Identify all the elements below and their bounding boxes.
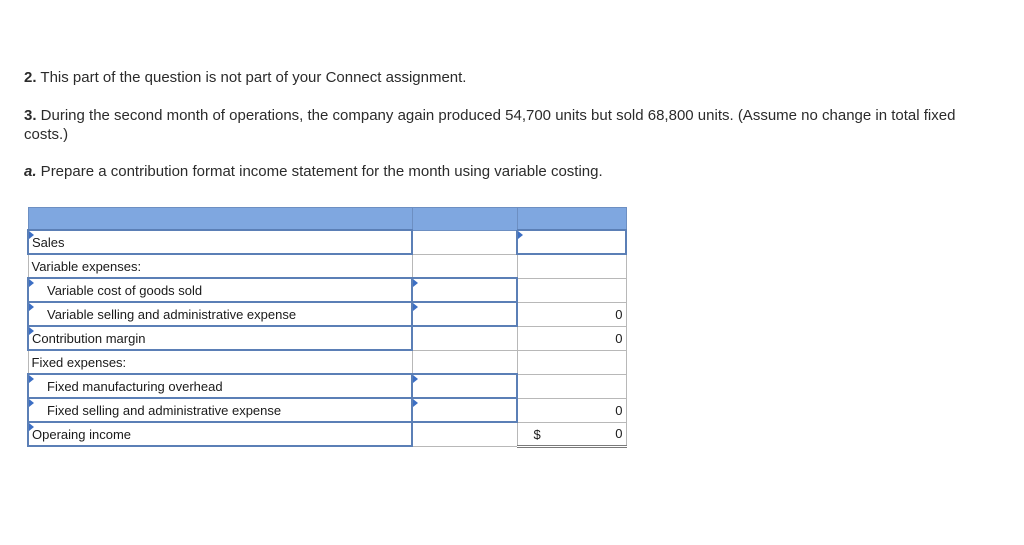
fixed-selling-admin-label-input[interactable]: Fixed selling and administrative expense	[28, 398, 412, 422]
row-fixed-expenses	[28, 350, 626, 374]
contribution-margin-col2	[412, 326, 517, 350]
header-cell	[517, 208, 626, 231]
row-contribution-margin	[28, 326, 626, 350]
fixed-selling-admin-amount-input[interactable]	[412, 398, 517, 422]
input-flag-icon	[413, 279, 418, 287]
row-operating-income	[28, 422, 626, 446]
row-variable-cogs	[28, 278, 626, 302]
question-text: During the second month of operations, the company again produced 54,700 units but sold 68,800 units. (Assume no change in total fixed costs.)	[24, 107, 956, 143]
variable-cogs-label-input[interactable]: Variable cost of goods sold	[28, 278, 412, 302]
input-flag-icon	[413, 303, 418, 311]
input-flag-icon	[29, 375, 34, 383]
contribution-margin-value: 0	[517, 326, 626, 350]
input-flag-icon	[29, 423, 34, 431]
fixed-expenses-col2	[412, 350, 517, 374]
operating-income-col2	[412, 422, 517, 446]
question-part-2	[24, 68, 466, 87]
sales-amount-input[interactable]	[517, 230, 626, 254]
operating-income-label-input[interactable]: Operaing income	[28, 422, 412, 446]
question-number: 2.	[24, 69, 37, 86]
question-number: a.	[24, 163, 37, 180]
sales-col2	[412, 230, 517, 254]
header-cell	[412, 208, 517, 231]
question-part-a	[24, 162, 603, 181]
input-flag-icon	[413, 375, 418, 383]
input-flag-icon	[29, 303, 34, 311]
input-flag-icon	[413, 399, 418, 407]
question-number: 3.	[24, 107, 37, 124]
row-fixed-mfg-overhead	[28, 374, 626, 398]
input-flag-icon	[518, 231, 523, 239]
header-row	[28, 208, 626, 231]
income-statement-table	[27, 207, 627, 448]
fixed-mfg-overhead-col3	[517, 374, 626, 398]
dollar-sign: $	[533, 426, 541, 442]
input-flag-icon	[29, 399, 34, 407]
fixed-expenses-label: Fixed expenses:	[28, 350, 412, 374]
operating-income-value: $ 0	[517, 422, 626, 446]
row-fixed-selling-admin	[28, 398, 626, 422]
sales-label-input[interactable]: Sales	[28, 230, 412, 254]
fixed-mfg-overhead-amount-input[interactable]	[412, 374, 517, 398]
variable-expenses-total: 0	[517, 302, 626, 326]
row-variable-selling-admin	[28, 302, 626, 326]
fixed-expenses-total: 0	[517, 398, 626, 422]
row-sales	[28, 230, 626, 254]
variable-expenses-label: Variable expenses:	[28, 254, 412, 278]
input-flag-icon	[29, 231, 34, 239]
input-flag-icon	[29, 327, 34, 335]
variable-selling-admin-amount-input[interactable]	[412, 302, 517, 326]
fixed-mfg-overhead-label-input[interactable]: Fixed manufacturing overhead	[28, 374, 412, 398]
question-text: This part of the question is not part of your Connect assignment.	[36, 69, 467, 86]
contribution-margin-label-input[interactable]: Contribution margin	[28, 326, 412, 350]
variable-cogs-col3	[517, 278, 626, 302]
variable-expenses-col2	[412, 254, 517, 278]
row-variable-expenses	[28, 254, 626, 278]
variable-expenses-col3	[517, 254, 626, 278]
variable-selling-admin-label-input[interactable]: Variable selling and administrative expense	[28, 302, 412, 326]
question-part-3	[24, 106, 984, 144]
fixed-expenses-col3	[517, 350, 626, 374]
input-flag-icon	[29, 279, 34, 287]
question-text: Prepare a contribution format income statement for the month using variable costing.	[36, 163, 603, 180]
variable-cogs-amount-input[interactable]	[412, 278, 517, 302]
header-cell	[28, 208, 412, 231]
